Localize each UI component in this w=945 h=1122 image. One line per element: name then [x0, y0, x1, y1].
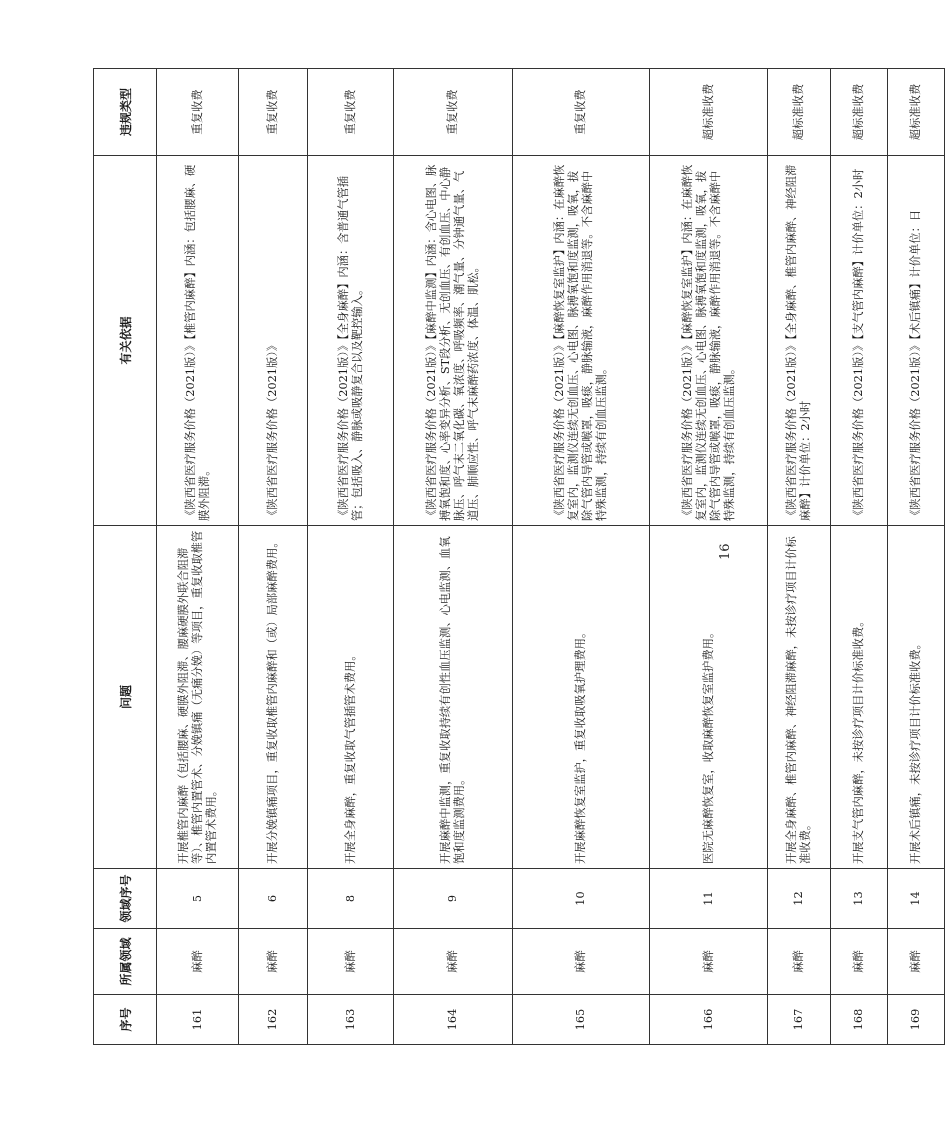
cell-seq: 162 — [239, 995, 308, 1045]
cell-field-seq: 11 — [650, 869, 768, 929]
cell-problem: 开展椎管内麻醉（包括腰麻、硬膜外阻滞、腰麻硬膜外联合阻滞等）、椎管内置管术、分娩镇痛（无痛分娩）等项目，重复收取椎管内置管术费用。 — [157, 526, 239, 869]
table-row — [768, 69, 831, 1045]
cell-field-seq: 14 — [888, 869, 945, 929]
table-row — [888, 69, 945, 1045]
cell-field-seq: 5 — [157, 869, 239, 929]
cell-basis: 《陕西省医疗服务价格（2021版）》【麻醉恢复室监护】内涵：在麻醉恢复室内，监测仪连续无创血压、心电图、脉搏氧饱和度监测，吸氧，拔除气管内导管或喉罩，吸痰，静脉输液，麻醉作用消退等。不含麻醉中特殊监测，持续有创血压监测。 — [513, 156, 650, 526]
cell-type: 超标准收费 — [831, 69, 888, 156]
cell-problem: 开展全身麻醉，重复收取气管插管术费用。 — [308, 526, 394, 869]
cell-field-seq: 9 — [394, 869, 513, 929]
page-number: 16 — [718, 543, 733, 560]
cell-basis: 《陕西省医疗服务价格（2021版）》【全身麻醉】内涵：含普通气管插管；包括吸入、静脉或吸静复合以及靶控输入。 — [308, 156, 394, 526]
table-row — [157, 69, 239, 1045]
cell-field-seq: 12 — [768, 869, 831, 929]
header-field: 所属领域 — [94, 929, 157, 995]
cell-problem: 医院无麻醉恢复室，收取麻醉恢复室监护费用。 — [650, 526, 768, 869]
cell-field: 麻醉 — [513, 929, 650, 995]
header-field-seq: 领域序号 — [94, 869, 157, 929]
cell-field: 麻醉 — [157, 929, 239, 995]
cell-type: 重复收费 — [308, 69, 394, 156]
cell-field: 麻醉 — [239, 929, 308, 995]
cell-type: 重复收费 — [394, 69, 513, 156]
cell-field: 麻醉 — [308, 929, 394, 995]
cell-seq: 165 — [513, 995, 650, 1045]
cell-field: 麻醉 — [888, 929, 945, 995]
table-header-row — [94, 69, 157, 1045]
violation-table — [93, 68, 945, 1045]
cell-problem: 开展术后镇痛，未按诊疗项目计价标准收费。 — [888, 526, 945, 869]
header-problem: 问题 — [94, 526, 157, 869]
table-row — [394, 69, 513, 1045]
cell-problem: 开展麻醉中监测，重复收取持续有创性血压监测、心电监测、血氧饱和度监测费用。 — [394, 526, 513, 869]
cell-problem: 开展全身麻醉、椎管内麻醉、神经阻滞麻醉，未按诊疗项目计价标准收费。 — [768, 526, 831, 869]
cell-seq: 168 — [831, 995, 888, 1045]
table-row — [513, 69, 650, 1045]
cell-type: 超标准收费 — [768, 69, 831, 156]
cell-seq: 169 — [888, 995, 945, 1045]
table-row — [239, 69, 308, 1045]
header-basis: 有关依据 — [94, 156, 157, 526]
table-row — [650, 69, 768, 1045]
cell-basis: 《陕西省医疗服务价格（2021版）》【支气管内麻醉】计价单位：2小时 — [831, 156, 888, 526]
cell-problem: 开展支气管内麻醉，未按诊疗项目计价标准收费。 — [831, 526, 888, 869]
cell-field-seq: 6 — [239, 869, 308, 929]
cell-type: 超标准收费 — [650, 69, 768, 156]
cell-field-seq: 10 — [513, 869, 650, 929]
table-row — [308, 69, 394, 1045]
cell-seq: 164 — [394, 995, 513, 1045]
cell-field-seq: 13 — [831, 869, 888, 929]
cell-type: 超标准收费 — [888, 69, 945, 156]
header-seq: 序号 — [94, 995, 157, 1045]
cell-seq: 161 — [157, 995, 239, 1045]
cell-basis: 《陕西省医疗服务价格（2021版）》 — [239, 156, 308, 526]
cell-type: 重复收费 — [513, 69, 650, 156]
cell-field: 麻醉 — [650, 929, 768, 995]
cell-field: 麻醉 — [394, 929, 513, 995]
cell-basis: 《陕西省医疗服务价格（2021版）》【椎管内麻醉】内涵：包括腰麻、硬膜外阻滞。 — [157, 156, 239, 526]
cell-type: 重复收费 — [239, 69, 308, 156]
cell-field: 麻醉 — [831, 929, 888, 995]
cell-seq: 167 — [768, 995, 831, 1045]
header-type: 违规类型 — [94, 69, 157, 156]
cell-problem: 开展麻醉恢复室监护，重复收取吸氧护理费用。 — [513, 526, 650, 869]
cell-seq: 163 — [308, 995, 394, 1045]
cell-basis: 《陕西省医疗服务价格（2021版）》【全身麻醉、椎管内麻醉、神经阻滞麻醉】计价单位：2小时 — [768, 156, 831, 526]
cell-field-seq: 8 — [308, 869, 394, 929]
cell-field: 麻醉 — [768, 929, 831, 995]
table-row — [831, 69, 888, 1045]
cell-basis: 《陕西省医疗服务价格（2021版）》【麻醉中监测】内涵：含心电图、脉搏氧饱和度、心率变异分析、ST段分析、无创血压、有创血压、中心静脉压、呼气末二氧化碳、氧浓度、呼吸频率、潮气量、分钟通气量、气道压、肺顺应性、呼气末麻醉药浓度、体温、肌松。 — [394, 156, 513, 526]
cell-type: 重复收费 — [157, 69, 239, 156]
cell-basis: 《陕西省医疗服务价格（2021版）》【麻醉恢复室监护】内涵：在麻醉恢复室内，监测仪连续无创血压、心电图、脉搏氧饱和度监测，吸氧，拔除气管内导管或喉罩，吸痰，静脉输液，麻醉作用消退等。不含麻醉中特殊监测，持续有创血压监测。 — [650, 156, 768, 526]
cell-problem: 开展分娩镇痛项目，重复收取椎管内麻醉和（或）局部麻醉费用。 — [239, 526, 308, 869]
cell-basis: 《陕西省医疗服务价格（2021版）》【术后镇痛】计价单位：日 — [888, 156, 945, 526]
cell-seq: 166 — [650, 995, 768, 1045]
